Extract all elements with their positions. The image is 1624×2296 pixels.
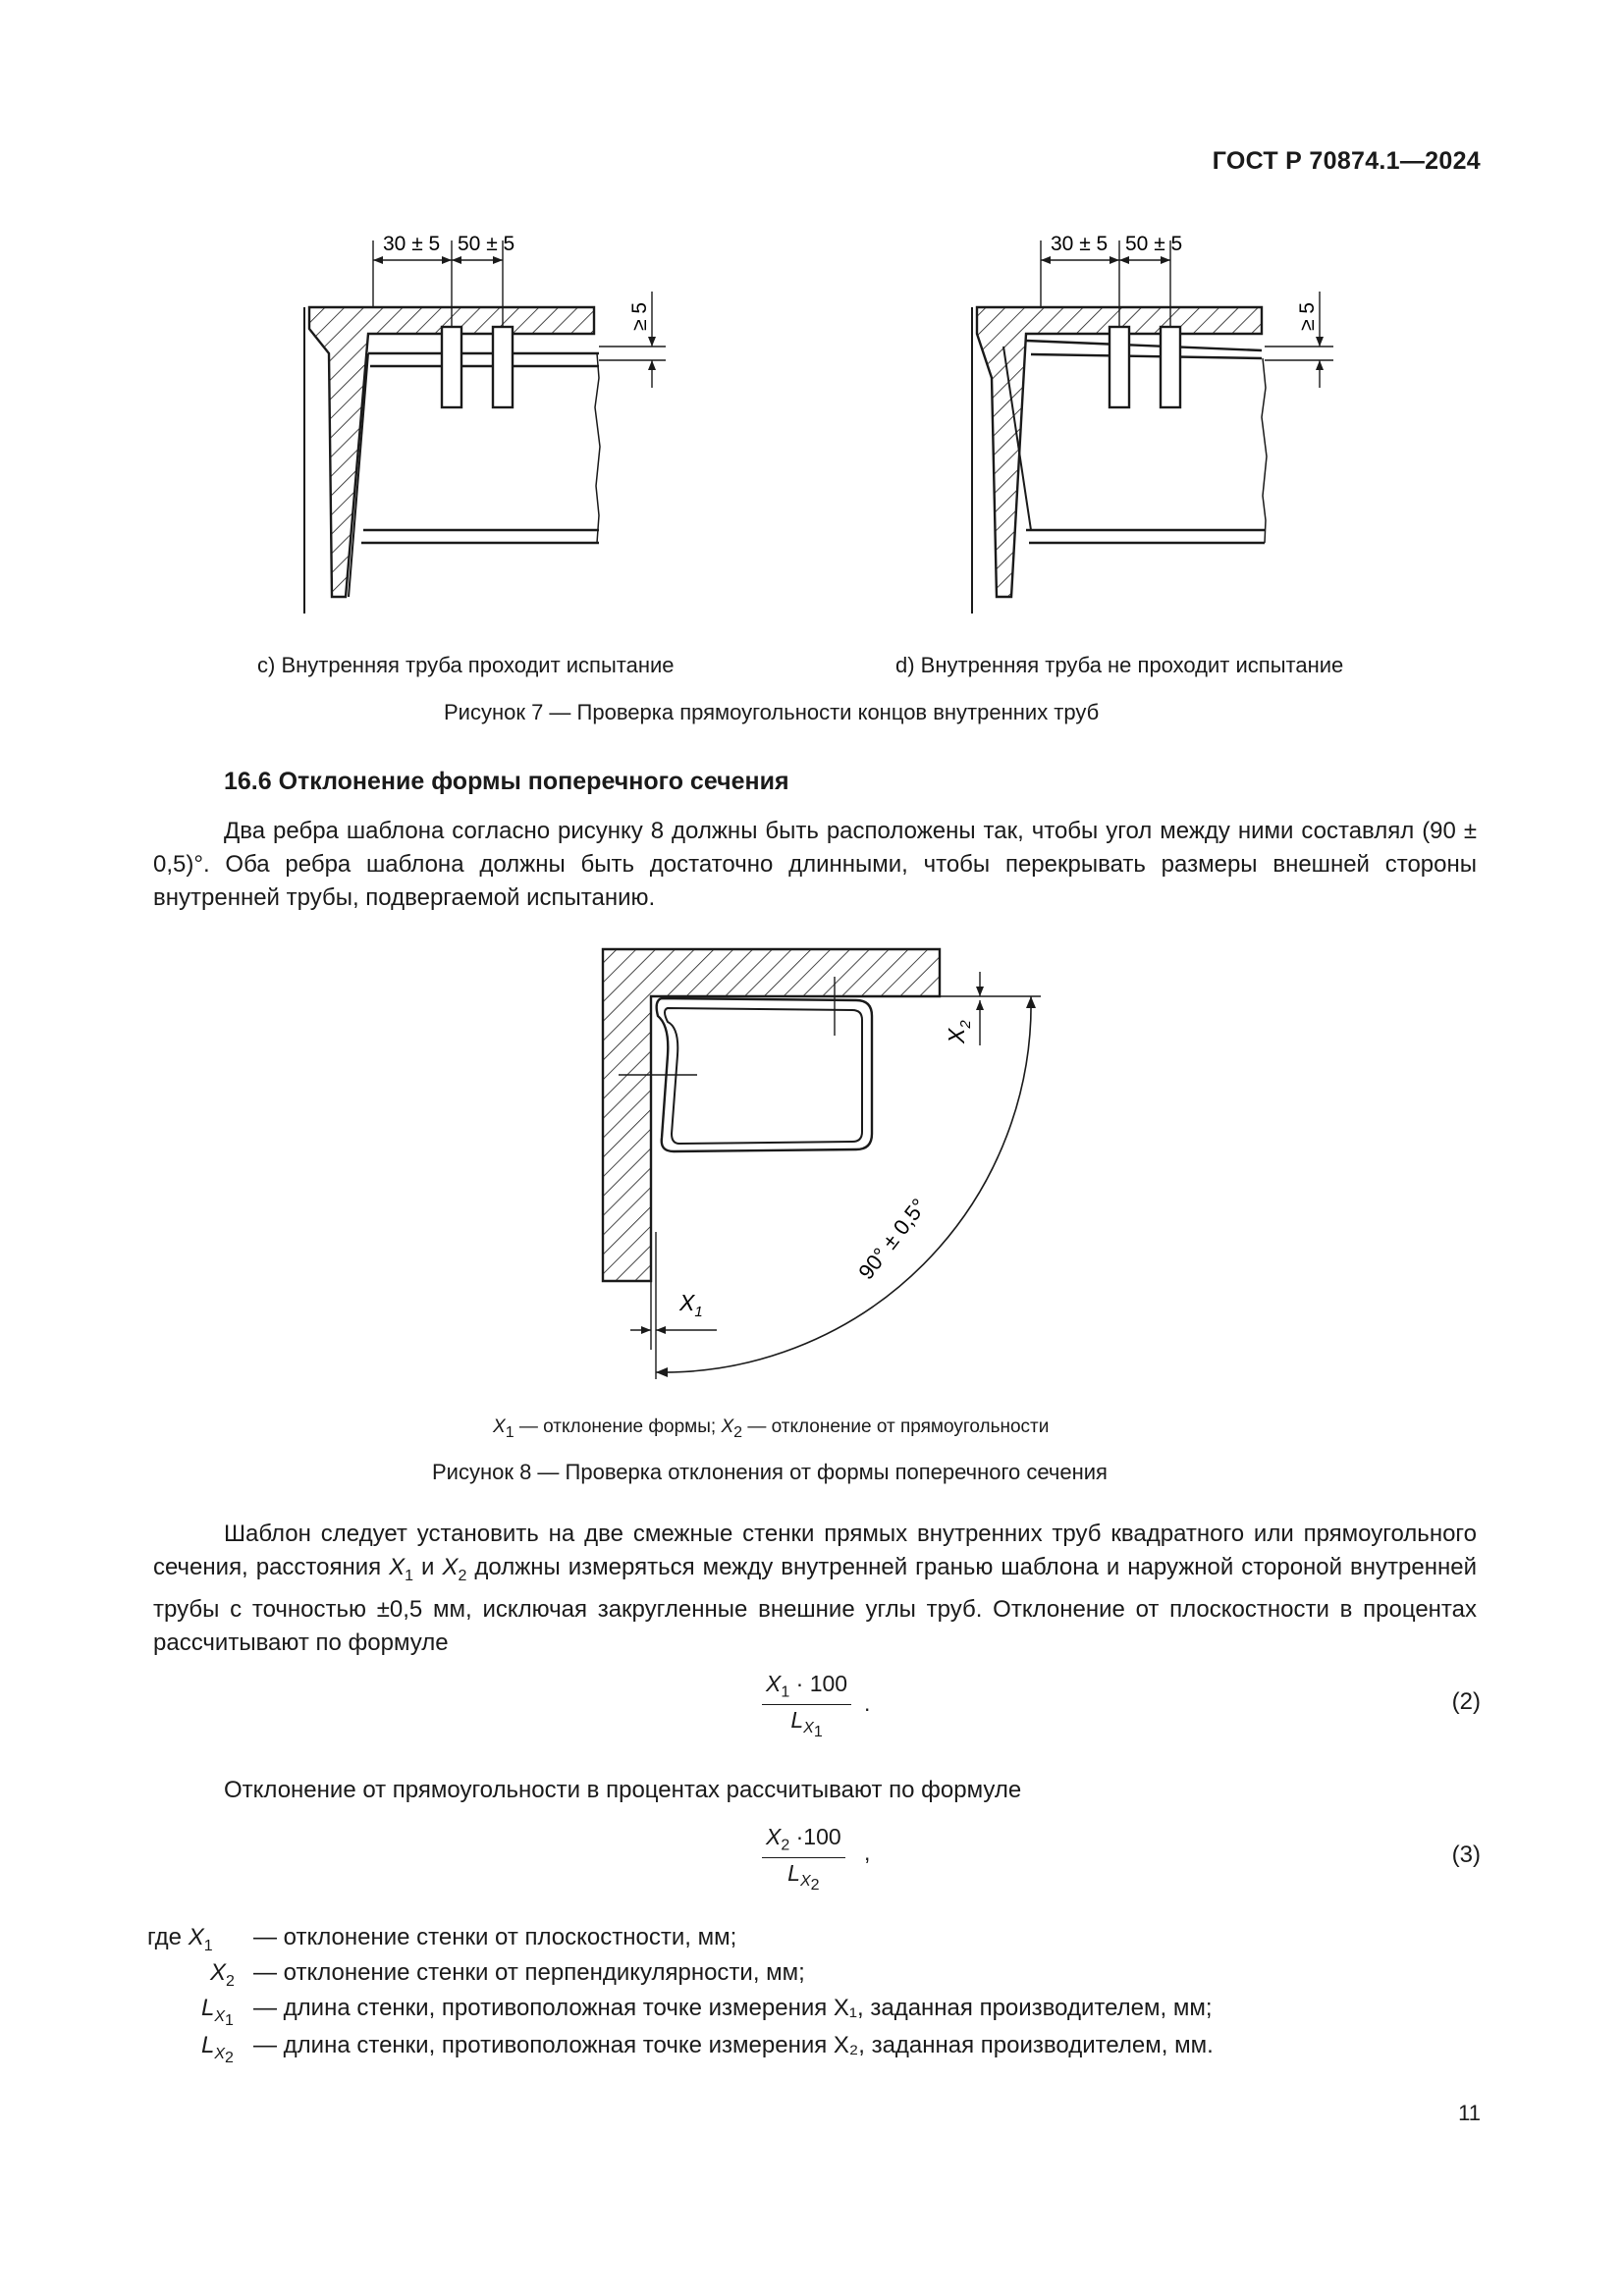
figure-8-legend: $X_1$ — отклонение формы; $X_2$ — отклонение от прямоугольности xyxy=(493,1416,1050,1441)
formula-3: $\frac{X_2 \cdot 100}{L_{X_2}}$ xyxy=(762,1824,845,1895)
section-paragraph-3: Отклонение от прямоугольности в процентах рассчитывают по формуле xyxy=(224,1777,1022,1803)
page-number: 11 xyxy=(1458,2101,1481,2125)
definition-lx1: $L_{X_1}$ xyxy=(201,1995,234,2029)
x1-dim-label: $X_1$ xyxy=(679,1290,703,1320)
definition-x1: где $X_1$ xyxy=(147,1924,213,1954)
figure-8-title: Рисунок 8 — Проверка отклонения от формы поперечного сечения xyxy=(432,1460,1108,1484)
section-title: 16.6 Отклонение формы поперечного сечения xyxy=(224,768,789,795)
x2-dim-label: $X_2$ xyxy=(944,1020,974,1043)
definition-lx2: $L_{X_2}$ xyxy=(201,2032,234,2066)
formula-2-number: (2) xyxy=(1451,1688,1481,1715)
figure-7d-drawing xyxy=(972,233,1333,614)
figure-7d-caption: d) Внутренняя труба не проходит испытание xyxy=(895,653,1344,677)
figure-7c-drawing xyxy=(304,233,666,614)
document-code: ГОСТ Р 70874.1—2024 xyxy=(1212,147,1481,175)
definition-x2: $X_2$ xyxy=(210,1959,235,1990)
figure-7-title: Рисунок 7 — Проверка прямоугольности концов внутренних труб xyxy=(444,700,1100,724)
dim-30-right: 30 ± 5 xyxy=(1051,233,1109,255)
definition-lx1-text: — длина стенки, противоположная точке измерения X₁, заданная производителем, мм; xyxy=(253,1995,1213,2021)
dim-ge5-right: ≥ 5 xyxy=(1296,301,1319,331)
figure-7-drawing xyxy=(275,221,1394,633)
dim-50-right: 50 ± 5 xyxy=(1125,233,1183,255)
angle-label: 90° ± 0,5° xyxy=(853,1194,932,1285)
formula-2-punct: . xyxy=(864,1690,871,1716)
section-paragraph-1: Два ребра шаблона согласно рисунку 8 должны быть расположены так, чтобы угол между ними составлял (90 ± 0,5)°. Оба ребра шаблона должны быть достаточно длинными, чтобы перекрывать размеры внешней стороны внутренней трубы, подвергаемой испытанию. xyxy=(153,818,1477,911)
definition-x1-text: — отклонение стенки от плоскостности, мм; xyxy=(253,1924,737,1950)
formula-2: $\frac{X_1 \cdot 100}{L_{X_1}}$ xyxy=(762,1671,851,1741)
dim-50-left: 50 ± 5 xyxy=(458,233,515,255)
formula-3-punct: , xyxy=(864,1840,871,1865)
definition-x2-text: — отклонение стенки от перпендикулярности, мм; xyxy=(253,1959,805,1986)
figure-8-drawing xyxy=(589,937,1060,1389)
figure-7c-caption: c) Внутренняя труба проходит испытание xyxy=(257,653,675,677)
formula-3-number: (3) xyxy=(1451,1842,1481,1868)
dim-30-left: 30 ± 5 xyxy=(383,233,441,255)
section-paragraph-2: Шаблон следует установить на две смежные стенки прямых внутренних труб квадратного или прямоугольного сечения, расстояния $X_1$ и $X_2$ должны измеряться между внутренней гранью шаблона и наружной стороной внутренней трубы с точностью ±0,5 мм, исключая закругленные внешние углы труб. Отклонение от плоскостности в процентах рассчитывают по формуле xyxy=(153,1521,1477,1656)
definition-lx2-text: — длина стенки, противоположная точке измерения X₂, заданная производителем, мм. xyxy=(253,2032,1214,2058)
dim-ge5-left: ≥ 5 xyxy=(628,301,651,331)
